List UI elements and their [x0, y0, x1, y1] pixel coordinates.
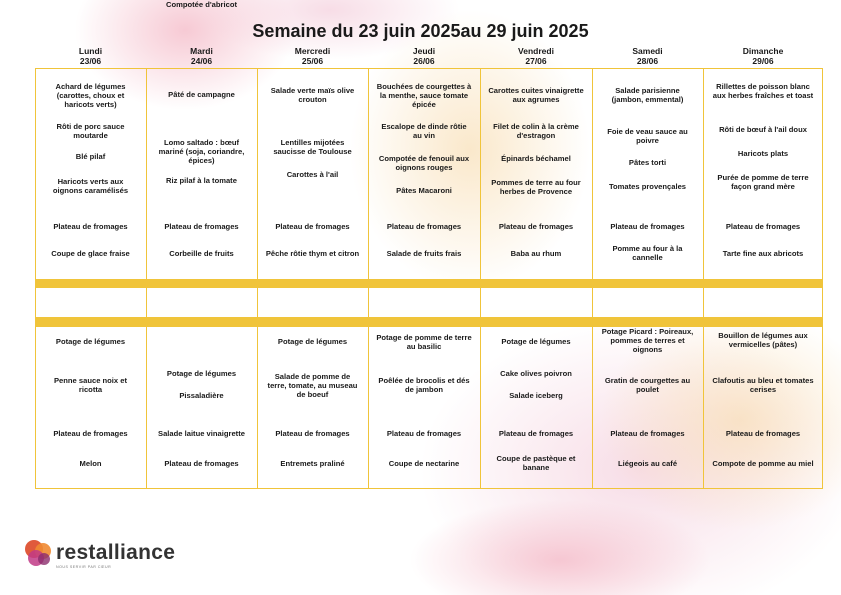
dinner-item: Salade laitue vinaigrette	[158, 429, 245, 438]
dinner-item: Plateau de fromages	[53, 429, 128, 438]
dinner-item: Plateau de fromages	[275, 429, 350, 438]
dinner-item: Melon	[79, 459, 102, 468]
lunch-item: Riz pilaf à la tomate	[166, 176, 237, 185]
brand-name: restalliance	[56, 541, 176, 564]
dinner-item: Plateau de fromages	[386, 429, 462, 438]
lunch-item: Épinards béchamel	[501, 154, 571, 163]
lunch-item: Salade parisienne (jambon, emmental)	[611, 86, 684, 105]
lunch-item: Escalope de dinde rôtie au vin	[381, 122, 467, 141]
lunch-item: Pommes de terre au four herbes de Provence	[491, 178, 581, 197]
day-header-3	[368, 46, 480, 66]
separator-band-bottom	[35, 318, 823, 327]
day-header-6	[703, 46, 823, 66]
lunch-item: Purée de pomme de terre façon grand mère	[717, 173, 809, 192]
day-header-0	[35, 46, 146, 66]
lunch-item: Plateau de fromages	[386, 222, 462, 231]
dinner-item: Compote de pomme au miel	[712, 459, 814, 468]
day-name: Dimanche	[742, 46, 784, 56]
dinner-item: Cake olives poivron	[500, 369, 572, 378]
dinner-item: Plateau de fromages	[725, 429, 801, 438]
lunch-item: Plateau de fromages	[164, 222, 239, 231]
day-header-1	[146, 46, 257, 66]
dinner-item: Coupe de pastèque et banane	[496, 454, 576, 473]
dinner-item: Coupe de nectarine	[388, 459, 460, 468]
day-date: 26/06	[413, 56, 435, 66]
day-name: Mercredi	[294, 46, 331, 56]
separator-line	[35, 287, 823, 288]
dinner-item: Potage de pomme de terre au basilic	[376, 333, 472, 352]
day-date: 28/06	[636, 56, 659, 66]
lunch-item: Carottes cuites vinaigrette aux agrumes	[488, 86, 584, 105]
dinner-item: Pissaladière	[179, 391, 224, 400]
dinner-item: Plateau de fromages	[498, 429, 574, 438]
lunch-item: Corbeille de fruits	[169, 249, 234, 258]
lunch-item: Pâtes torti	[628, 158, 667, 167]
day-name: Vendredi	[518, 46, 554, 56]
restalliance-logo	[24, 538, 175, 569]
lunch-item: Lentilles mijotées saucisse de Toulouse	[273, 138, 352, 157]
dinner-item: Potage de légumes	[501, 337, 571, 346]
day-name: Jeudi	[412, 46, 436, 56]
dinner-item: Plateau de fromages	[610, 429, 685, 438]
lunch-item: Plateau de fromages	[275, 222, 350, 231]
lunch-item: Foie de veau sauce au poivre	[607, 127, 688, 146]
lunch-item: Haricots verts aux oignons caramélisés	[52, 177, 129, 196]
lunch-item: Plateau de fromages	[725, 222, 801, 231]
lunch-item: Bouchées de courgettes à la menthe, sauce tomate épicée	[376, 82, 472, 110]
day-name: Lundi	[78, 46, 103, 56]
dinner-item: Entremets praliné	[280, 459, 345, 468]
lunch-item: Baba au rhum	[510, 249, 562, 258]
lunch-item: Tarte fine aux abricots	[722, 249, 804, 258]
day-date: 23/06	[79, 56, 102, 66]
lunch-item: Pâté de campagne	[168, 90, 235, 99]
lunch-item: Achard de légumes (carottes, choux et haricots verts)	[55, 82, 126, 110]
dinner-item: Compotée d'abricot	[166, 0, 237, 9]
dinner-item: Salade de pomme de terre, tomate, au museau de boeuf	[267, 372, 358, 400]
lunch-item: Tomates provençales	[608, 182, 687, 191]
lunch-item: Salade verte maïs olive crouton	[270, 86, 355, 105]
lunch-item: Lomo saltado : bœuf mariné (soja, coriandre, épices)	[158, 138, 245, 166]
dinner-item: Potage de légumes	[166, 369, 237, 378]
lunch-item: Salade de fruits frais	[386, 249, 462, 258]
lunch-item: Rillettes de poisson blanc aux herbes fraîches et toast	[712, 82, 814, 101]
page-title: Semaine du 23 juin 2025au 29 juin 2025	[252, 21, 589, 41]
lunch-item: Pêche rôtie thym et citron	[265, 249, 360, 258]
dinner-item: Bouillon de légumes aux vermicelles (pâtes)	[718, 331, 808, 350]
day-date: 27/06	[525, 56, 547, 66]
day-name: Mardi	[190, 46, 213, 56]
dinner-item: Clafoutis au bleu et tomates cerises	[712, 376, 814, 395]
lunch-item: Filet de colin à la crème d'estragon	[493, 122, 579, 141]
day-header-4	[480, 46, 592, 66]
lunch-item: Haricots plats	[737, 149, 789, 158]
brand-tagline: NOUS SERVIR PAR CŒUR	[56, 565, 112, 569]
day-header-2	[257, 46, 368, 66]
day-date: 29/06	[752, 56, 774, 66]
dinner-item: Poêlée de brocolis et dés de jambon	[378, 376, 470, 395]
day-date: 25/06	[301, 56, 324, 66]
day-header-5	[592, 46, 703, 66]
day-date: 24/06	[190, 56, 213, 66]
dinner-item: Potage de légumes	[277, 337, 348, 346]
day-name: Samedi	[632, 46, 663, 56]
lunch-item: Blé pilaf	[75, 152, 106, 161]
lunch-item: Plateau de fromages	[53, 222, 128, 231]
lunch-item: Rôti de bœuf à l'ail doux	[719, 125, 807, 134]
dinner-item: Gratin de courgettes au poulet	[604, 376, 691, 395]
lunch-item: Pâtes Macaroni	[396, 186, 452, 195]
lunch-item: Carottes à l'ail	[286, 170, 339, 179]
dinner-item: Liégeois au café	[617, 459, 678, 468]
dinner-item: Plateau de fromages	[164, 459, 239, 468]
dinner-item: Potage de légumes	[55, 337, 126, 346]
lunch-item: Plateau de fromages	[610, 222, 685, 231]
dinner-item: Potage Picard : Poireaux, pommes de terres et oignons	[601, 327, 694, 355]
lunch-item: Coupe de glace fraise	[51, 249, 130, 258]
lunch-item: Pomme au four à la cannelle	[612, 244, 683, 263]
logo-icon	[24, 538, 54, 568]
lunch-item: Rôti de porc sauce moutarde	[56, 122, 125, 141]
dinner-item: Salade iceberg	[509, 391, 563, 400]
lunch-item: Compotée de fenouil aux oignons rouges	[378, 154, 470, 173]
lunch-item: Plateau de fromages	[498, 222, 574, 231]
dinner-item: Penne sauce noix et ricotta	[53, 376, 127, 395]
